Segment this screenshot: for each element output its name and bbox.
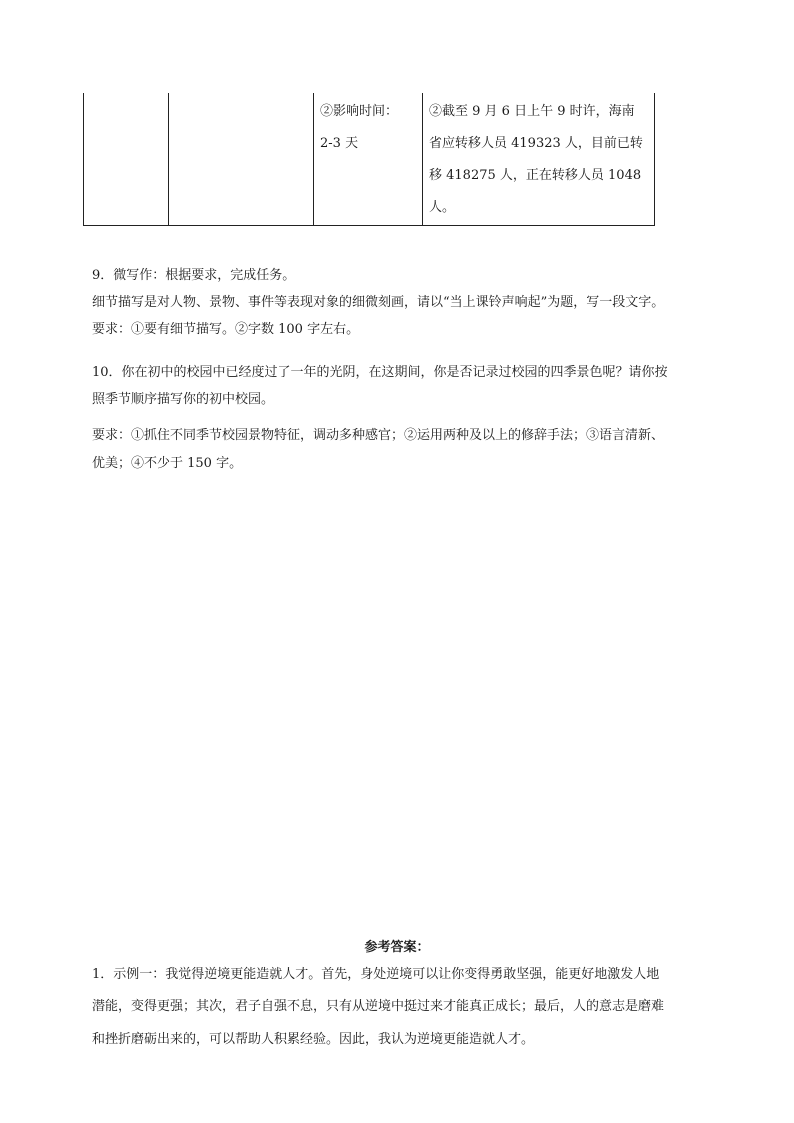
cell-text: 省应转移人员 419323 人，目前已转 xyxy=(429,136,643,151)
question-9-prompt: 细节描写是对人物、景物、事件等表现对象的细微刻画，请以“当上课铃声响起”为题，写一段文字。 xyxy=(92,295,665,310)
cell-text: ②截至 9 月 6 日上午 9 时许，海南 xyxy=(429,104,635,119)
question-10-line-2: 照季节顺序描写你的初中校园。 xyxy=(92,392,275,407)
answer-1-line-3: 和挫折磨砺出来的，可以帮助人积累经验。因此，我认为逆境更能造就人才。 xyxy=(92,1032,535,1047)
question-10-requirements-1: 要求：①抓住不同季节校园景物特征，调动多种感官；②运用两种及以上的修辞手法；③语言清新、 xyxy=(92,428,665,443)
table-cell-duration xyxy=(314,93,423,226)
answer-1-line-1: 1．示例一：我觉得逆境更能造就人才。首先，身处逆境可以让你变得勇敢坚强，能更好地激发人地 xyxy=(92,967,660,982)
cell-text: ②影响时间： xyxy=(320,104,399,119)
table-cell-evacuation xyxy=(423,93,655,226)
cell-text: 人。 xyxy=(429,200,456,215)
cell-text: 移 418275 人，正在转移人员 1048 xyxy=(429,168,642,183)
question-9-requirements: 要求：①要有细节描写。②字数 100 字左右。 xyxy=(92,322,360,337)
question-10-line-1: 10．你在初中的校园中已经度过了一年的光阴，在这期间，你是否记录过校园的四季景色呢？请你按 xyxy=(92,365,668,380)
question-10-requirements-2: 优美；④不少于 150 字。 xyxy=(92,456,243,471)
table-cell-empty-2 xyxy=(169,93,314,226)
table-cell-empty-1 xyxy=(84,93,169,226)
table-fragment xyxy=(83,93,655,226)
cell-text: 2-3 天 xyxy=(320,136,359,151)
table-row xyxy=(84,93,655,226)
answer-1-line-2: 潜能，变得更强；其次，君子自强不息，只有从逆境中挺过来才能真正成长；最后，人的意志是磨难 xyxy=(92,999,665,1014)
question-9-title: 9．微写作：根据要求，完成任务。 xyxy=(92,268,296,283)
answers-heading: 参考答案： xyxy=(364,940,430,955)
